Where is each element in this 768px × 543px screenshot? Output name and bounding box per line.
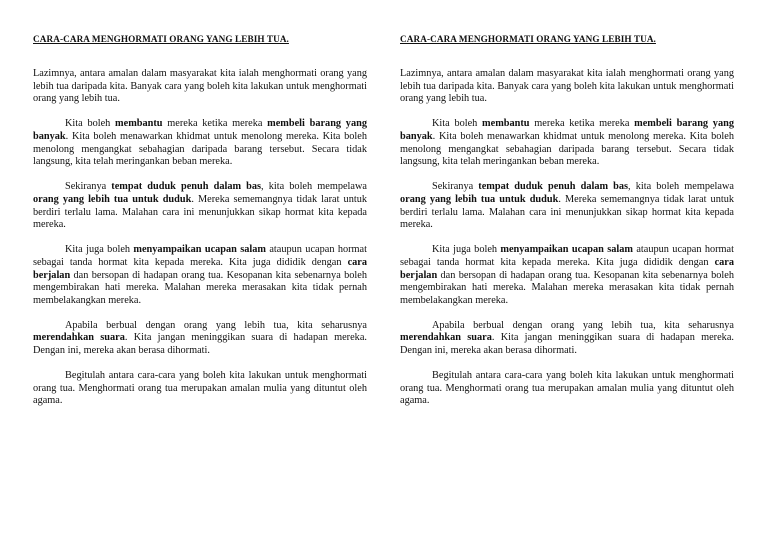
bold-phrase: cara berjalan: [33, 256, 367, 281]
text-run: . Kita boleh menawarkan khidmat untuk menolong mereka. Kita boleh menolong mengangkat sebahagian daripada barang tersebut. Secara tidak langsung, kita telah meringankan beban mereka.: [33, 130, 367, 168]
bold-phrase: membeli barang yang banyak: [33, 118, 367, 142]
paragraph: [33, 68, 367, 106]
paragraph: [33, 320, 367, 358]
text-run: Kita juga boleh: [65, 244, 134, 256]
paragraph: [33, 118, 367, 168]
paragraph: [400, 181, 734, 231]
text-run: Sekiranya: [432, 181, 479, 193]
text-run: , kita boleh mempelawa: [261, 181, 367, 193]
text-run: mereka ketika mereka: [162, 118, 268, 130]
bold-phrase: merendahkan suara: [400, 332, 492, 344]
text-run: . Mereka sememangnya tidak larat untuk berdiri terlalu lama. Malahan cara ini menunjukkan sikap hormat kita kepada mereka.: [400, 193, 734, 231]
paragraph: [400, 118, 734, 168]
text-run: , kita boleh mempelawa: [628, 181, 734, 193]
document-title: CARA-CARA MENGHORMATI ORANG YANG LEBIH TUA.: [400, 34, 656, 44]
text-run: . Kita boleh menawarkan khidmat untuk menolong mereka. Kita boleh menolong mengangkat sebahagian daripada barang tersebut. Secara tidak langsung, kita telah meringankan beban mereka.: [400, 130, 734, 168]
document-column-left: [33, 34, 367, 421]
paragraph: [400, 320, 734, 358]
text-run: Kita boleh: [65, 118, 116, 130]
bold-phrase: merendahkan suara: [33, 332, 125, 344]
text-run: Apabila berbual dengan orang yang lebih tua, kita seharusnya: [432, 319, 734, 331]
paragraph: [33, 181, 367, 231]
bold-phrase: membeli barang yang banyak: [400, 118, 734, 142]
document-body: [400, 68, 734, 408]
bold-phrase: membantu: [115, 118, 163, 130]
paragraph: [400, 68, 734, 106]
bold-phrase: menyampaikan ucapan salam: [133, 244, 266, 256]
text-run: dan bersopan di hadapan orang tua. Kesopanan kita sebenarnya boleh mengembirakan hati mereka. Malahan mereka merasakan kita tidak pernah membelakangkan mereka.: [400, 269, 734, 306]
text-run: Kita boleh: [432, 118, 483, 130]
bold-phrase: orang yang lebih tua untuk duduk: [33, 193, 192, 205]
paragraph: [400, 370, 734, 408]
text-run: Lazimnya, antara amalan dalam masyarakat kita ialah menghormati orang yang lebih tua daripada kita. Banyak cara yang boleh kita lakukan untuk menghormati orang yang lebih tua.: [400, 68, 734, 105]
text-run: Sekiranya: [65, 181, 112, 193]
text-run: ataupun ucapan hormat sebagai tanda hormat kita kepada mereka. Kita juga dididik dengan: [400, 244, 734, 268]
bold-phrase: tempat duduk penuh dalam bas: [478, 181, 629, 193]
bold-phrase: orang yang lebih tua untuk duduk: [400, 193, 559, 205]
paragraph: [33, 370, 367, 408]
text-run: . Kita jangan meninggikan suara di hadapan mereka. Dengan ini, mereka akan berasa dihormati.: [400, 332, 734, 357]
text-run: . Mereka sememangnya tidak larat untuk berdiri terlalu lama. Malahan cara ini menunjukkan sikap hormat kita kepada mereka.: [33, 193, 367, 231]
bold-phrase: menyampaikan ucapan salam: [500, 244, 633, 256]
text-run: Kita juga boleh: [432, 244, 501, 256]
paragraph: [33, 244, 367, 307]
text-run: dan bersopan di hadapan orang tua. Kesopanan kita sebenarnya boleh mengembirakan hati mereka. Malahan mereka merasakan kita tidak pernah membelakangkan mereka.: [33, 269, 367, 306]
text-run: Apabila berbual dengan orang yang lebih tua, kita seharusnya: [65, 319, 367, 331]
text-run: Begitulah antara cara-cara yang boleh kita lakukan untuk menghormati orang tua. Menghormati orang tua merupakan amalan mulia yang dituntut oleh agama.: [33, 370, 367, 407]
document-body: [33, 68, 367, 408]
text-run: . Kita jangan meninggikan suara di hadapan mereka. Dengan ini, mereka akan berasa dihormati.: [33, 332, 367, 357]
text-run: ataupun ucapan hormat sebagai tanda hormat kita kepada mereka. Kita juga dididik dengan: [33, 244, 367, 268]
bold-phrase: membantu: [482, 118, 530, 130]
bold-phrase: tempat duduk penuh dalam bas: [111, 181, 262, 193]
text-run: mereka ketika mereka: [529, 118, 635, 130]
text-run: Begitulah antara cara-cara yang boleh kita lakukan untuk menghormati orang tua. Menghormati orang tua merupakan amalan mulia yang dituntut oleh agama.: [400, 370, 734, 407]
bold-phrase: cara berjalan: [400, 256, 734, 281]
document-column-right: [400, 34, 734, 421]
document-title: CARA-CARA MENGHORMATI ORANG YANG LEBIH TUA.: [33, 34, 289, 44]
paragraph: [400, 244, 734, 307]
text-run: Lazimnya, antara amalan dalam masyarakat kita ialah menghormati orang yang lebih tua daripada kita. Banyak cara yang boleh kita lakukan untuk menghormati orang yang lebih tua.: [33, 68, 367, 105]
